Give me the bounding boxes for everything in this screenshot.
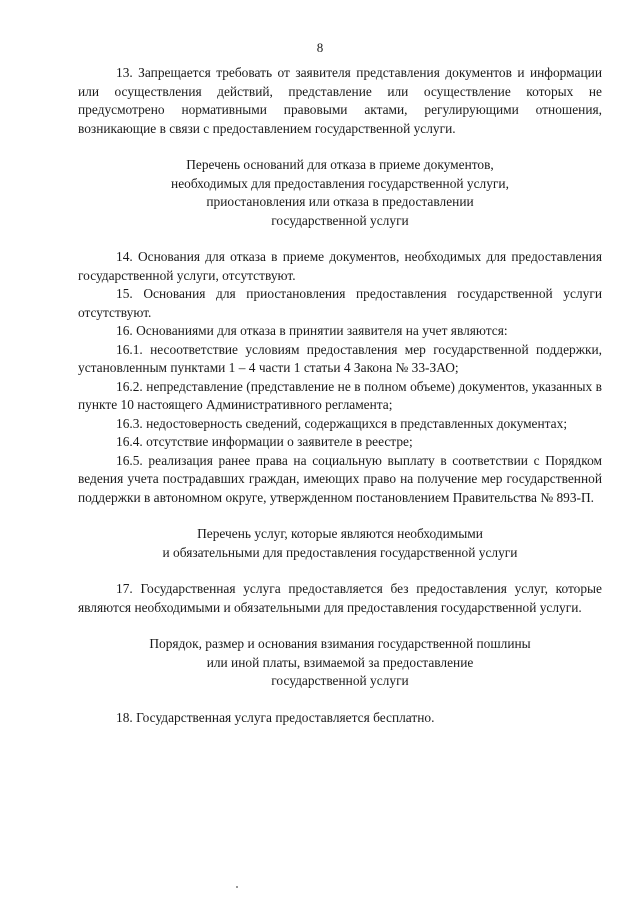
heading-line: государственной услуги	[271, 673, 409, 688]
paragraph-16-2: 16.2. непредставление (представление не в полном объеме) документов, указанных в пункте 10 настоящего Административного регламента;	[78, 378, 602, 412]
paragraph-18: 18. Государственная услуга предоставляется бесплатно.	[116, 709, 435, 725]
heading-line: или иной платы, взимаемой за предоставление	[206, 654, 474, 670]
heading-line: Перечень услуг, которые являются необходимыми	[197, 526, 483, 541]
paragraph-15: 15. Основания для приостановления предоставления государственной услуги отсутствуют.	[78, 286, 602, 320]
heading-line: приостановления или отказа в предоставлении	[206, 194, 474, 209]
heading-line: Перечень оснований для отказа в приеме документов,	[186, 157, 494, 172]
section-heading-required-services	[78, 525, 602, 562]
paragraph-16-5: 16.5. реализация ранее права на социальную выплату в соответствии с Порядком ведения учета пострадавших граждан, имеющих право на получение мер государственной поддержки в автономном округе, утвержденном постановлением Правительства № 893-П.	[78, 452, 602, 505]
heading-line: Порядок, размер и основания взимания государственной пошлины	[149, 636, 531, 651]
section-heading-refusal-grounds	[78, 156, 602, 230]
paragraph-17: 17. Государственная услуга предоставляется без предоставления услуг, которые являются необходимыми и обязательными для предоставления государственной услуги.	[78, 581, 602, 615]
paragraph-16-1: 16.1. несоответствие условиям предоставления мер государственной поддержки, установленным пунктами 1 – 4 части 1 статьи 4 Закона № 33-ЗАО;	[78, 341, 602, 375]
heading-line: и обязательными для предоставления государственной услуги	[162, 544, 518, 560]
paragraph-16-4: 16.4. отсутствие информации о заявителе в реестре;	[116, 434, 413, 449]
document-body	[78, 64, 602, 727]
paragraph-13: 13. Запрещается требовать от заявителя представления документов и информации или осуществления действий, представление или осуществление которых не предусмотрено нормативными правовыми актами, регулирующими отношения, возникающие в связи с предоставлением государственной услуги.	[78, 65, 602, 136]
section-heading-fees	[78, 635, 602, 691]
scan-speck	[236, 886, 238, 888]
paragraph-14: 14. Основания для отказа в приеме документов, необходимых для предоставления государственной услуги, отсутствуют.	[78, 249, 602, 283]
heading-line: необходимых для предоставления государственной услуги,	[171, 175, 509, 191]
page-number: 8	[316, 40, 324, 55]
paragraph-16-3: 16.3. недостоверность сведений, содержащихся в представленных документах;	[116, 415, 568, 431]
heading-line: государственной услуги	[271, 212, 409, 228]
paragraph-16: 16. Основаниями для отказа в принятии заявителя на учет являются:	[116, 323, 508, 338]
